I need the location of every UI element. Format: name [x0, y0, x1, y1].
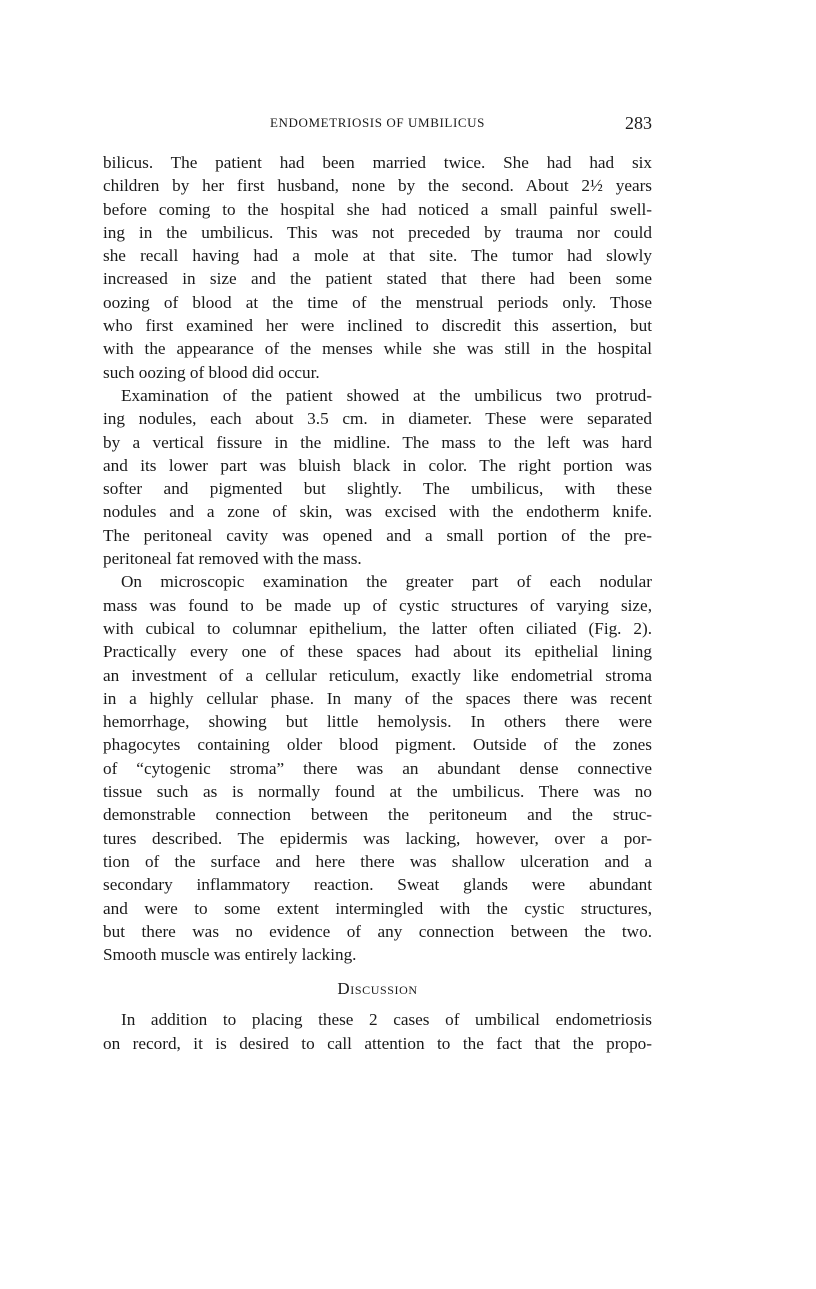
section-heading: Discussion — [337, 979, 418, 999]
text-line: ing nodules, each about 3.5 cm. in diameter. These were separated — [103, 409, 652, 429]
text-line: tissue such as is normally found at the umbilicus. There was no — [103, 782, 652, 802]
text-line: before coming to the hospital she had noticed a small painful swell- — [103, 199, 652, 219]
text-line: of “cytogenic stroma” there was an abundant dense connective — [103, 758, 652, 778]
text-line: children by her first husband, none by the second. About 2½ years — [103, 176, 652, 196]
paragraph-3 — [103, 570, 652, 966]
text-line: but there was no evidence of any connection between the two. — [103, 921, 652, 941]
text-line: bilicus. The patient had been married twice. She had had six — [103, 153, 652, 172]
text-line: such oozing of blood did occur. — [103, 362, 320, 382]
text-line: nodules and a zone of skin, was excised with the endotherm knife. — [103, 502, 652, 522]
text-line: tion of the surface and here there was shallow ulceration and a — [103, 851, 652, 871]
body-text — [103, 151, 652, 1055]
paragraph-2 — [103, 384, 652, 570]
text-line: with the appearance of the menses while she was still in the hospital — [103, 339, 652, 359]
running-head — [103, 113, 652, 137]
text-line: peritoneal fat removed with the mass. — [103, 549, 362, 569]
text-line: who first examined her were inclined to discredit this assertion, but — [103, 316, 652, 336]
text-line: phagocytes containing older blood pigment. Outside of the zones — [103, 735, 652, 755]
text-line: softer and pigmented but slightly. The umbilicus, with these — [103, 479, 652, 499]
text-line: hemorrhage, showing but little hemolysis. In others there were — [103, 712, 652, 732]
paragraph-1 — [103, 151, 652, 384]
text-line: tures described. The epidermis was lacking, however, over a por- — [103, 828, 652, 848]
text-line: Smooth muscle was entirely lacking. — [103, 945, 357, 965]
text-line: demonstrable connection between the peritoneum and the struc- — [103, 805, 652, 825]
page-number: 283 — [625, 113, 652, 133]
text-line: in a highly cellular phase. In many of the spaces there was recent — [103, 688, 652, 708]
text-line: an investment of a cellular reticulum, exactly like endometrial stroma — [103, 665, 652, 685]
text-line: In addition to placing these 2 cases of umbilical endometriosis — [121, 1010, 652, 1030]
text-line: The peritoneal cavity was opened and a small portion of the pre- — [103, 525, 652, 545]
text-line: with cubical to columnar epithelium, the latter often ciliated (Fig. 2). — [103, 618, 652, 638]
text-line: and its lower part was bluish black in color. The right portion was — [103, 455, 652, 475]
text-line: Examination of the patient showed at the umbilicus two protrud- — [121, 385, 652, 405]
text-line: secondary inflammatory reaction. Sweat glands were abundant — [103, 875, 652, 895]
paragraph-discussion — [103, 1008, 652, 1055]
text-line: and were to some extent intermingled with the cystic structures, — [103, 898, 652, 918]
text-line: On microscopic examination the greater part of each nodular — [121, 572, 652, 592]
text-line: Practically every one of these spaces had about its epithelial lining — [103, 642, 652, 662]
text-line: she recall having had a mole at that site. The tumor had slowly — [103, 246, 652, 266]
text-line: ing in the umbilicus. This was not preceded by trauma nor could — [103, 222, 652, 242]
text-line: mass was found to be made up of cystic structures of varying size, — [103, 595, 652, 615]
running-title: ENDOMETRIOSIS OF UMBILICUS — [270, 115, 485, 130]
text-line: by a vertical fissure in the midline. The mass to the left was hard — [103, 432, 652, 452]
text-line: on record, it is desired to call attention to the fact that the propo- — [103, 1033, 652, 1053]
text-line: increased in size and the patient stated that there had been some — [103, 269, 652, 289]
text-line: oozing of blood at the time of the menstrual periods only. Those — [103, 292, 652, 312]
